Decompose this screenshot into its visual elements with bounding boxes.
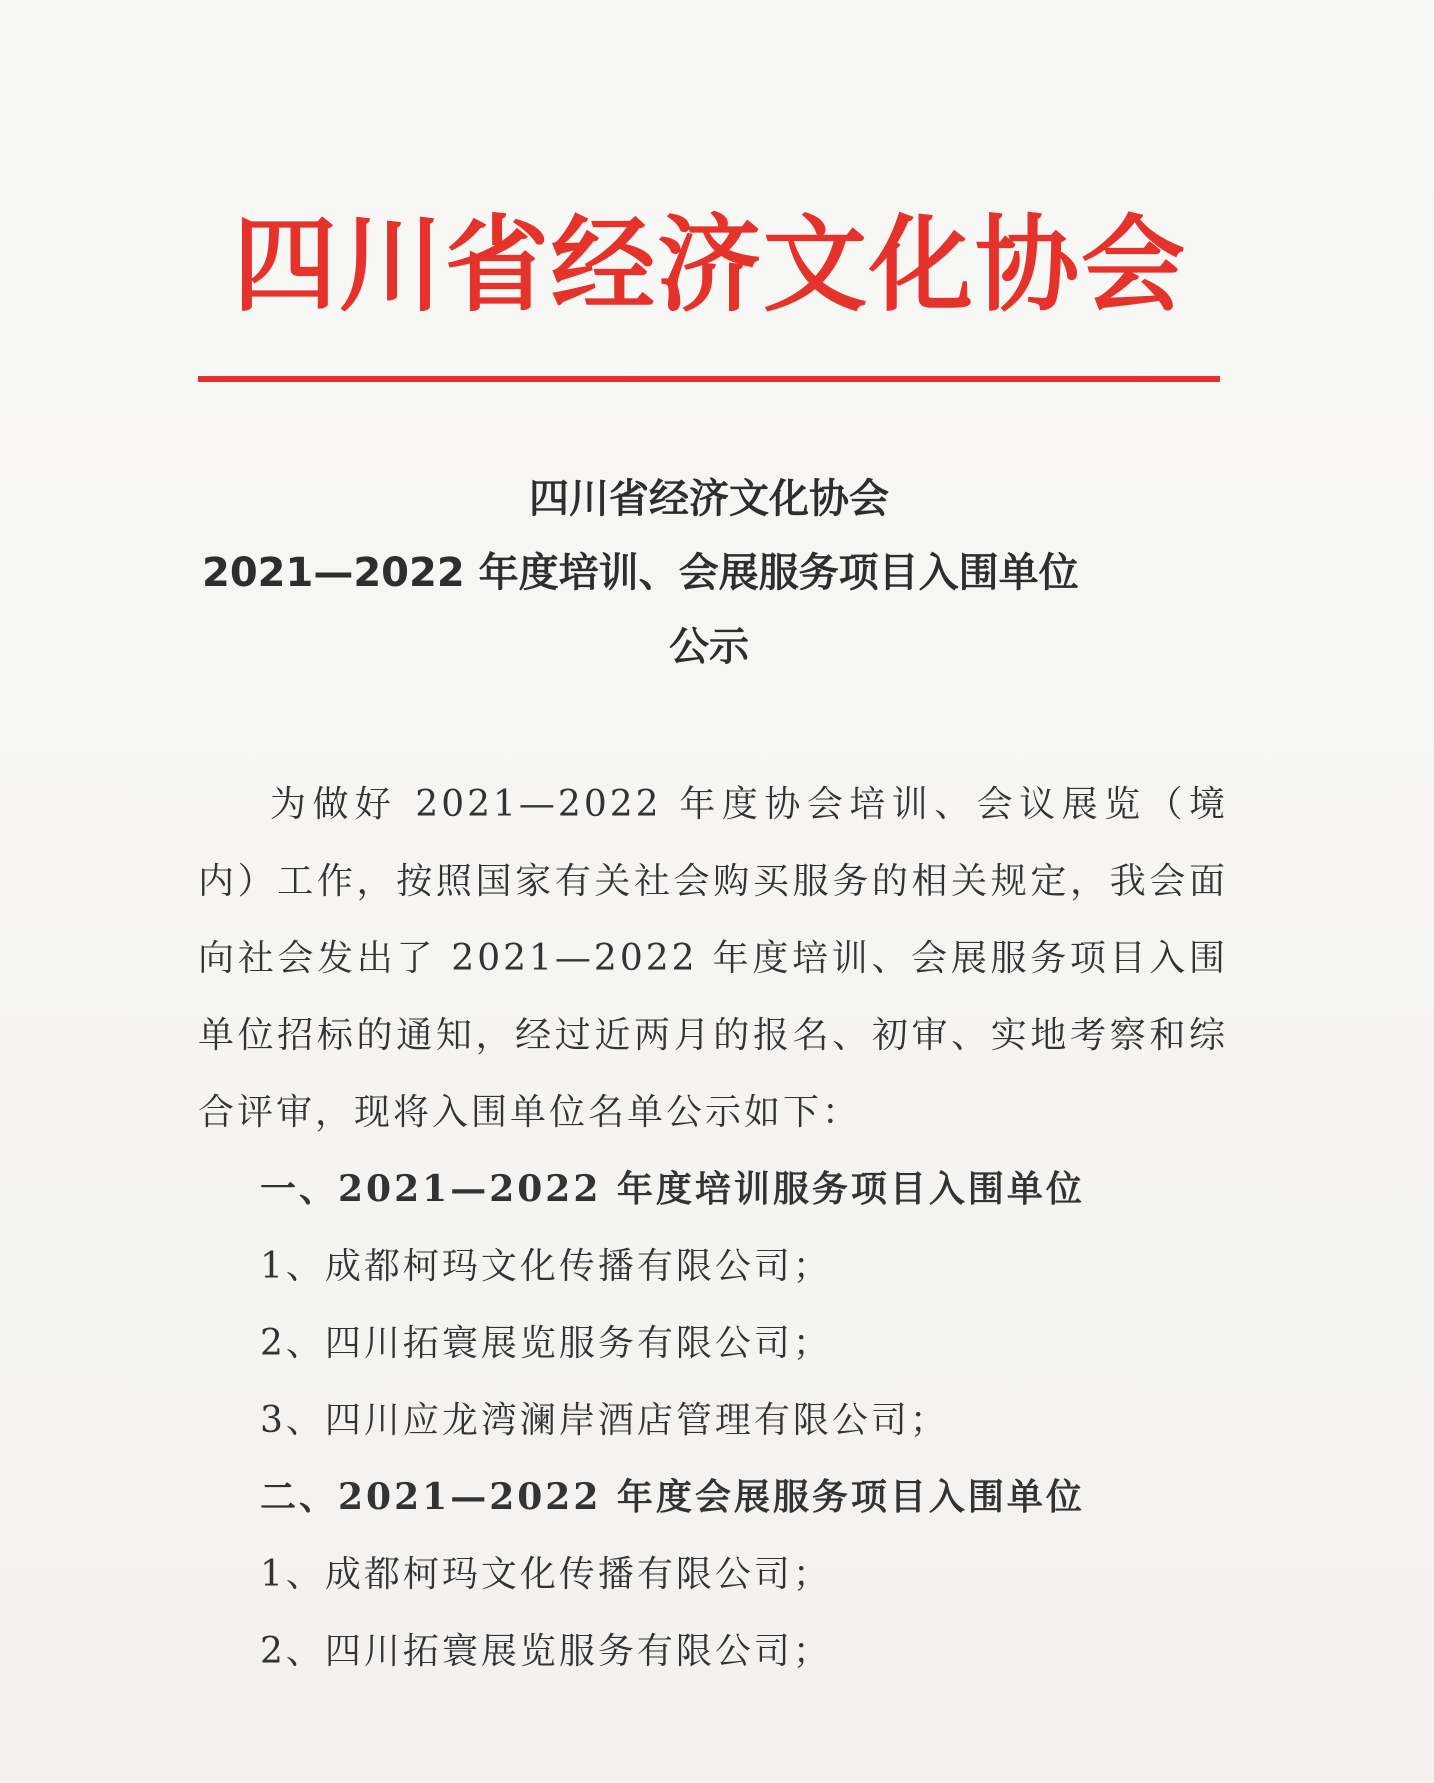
section-heading-exhibition: 二、2021—2022 年度会展服务项目入围单位 — [260, 1476, 1085, 1518]
letterhead-red-rule — [198, 376, 1220, 382]
section-heading-training: 一、2021—2022 年度培训服务项目入围单位 — [260, 1168, 1085, 1210]
list-item: 1、成都柯玛文化传播有限公司； — [260, 1554, 832, 1595]
notice-title-subject: 2021—2022 年度培训、会展服务项目入围单位 — [202, 550, 1079, 596]
list-item: 2、四川拓寰展览服务有限公司； — [260, 1631, 832, 1672]
letterhead-title: 四川省经济文化协会 — [232, 204, 1187, 326]
notice-title — [198, 462, 1220, 684]
notice-title-type: 公示 — [669, 624, 749, 670]
notice-title-org: 四川省经济文化协会 — [529, 476, 889, 522]
list-item: 1、成都柯玛文化传播有限公司； — [260, 1246, 832, 1287]
list-item: 2、四川拓寰展览服务有限公司； — [260, 1323, 832, 1364]
list-item: 3、四川应龙湾澜岸酒店管理有限公司； — [260, 1400, 949, 1441]
notice-body — [198, 766, 1228, 1690]
intro-paragraph: 为做好 2021—2022 年度协会培训、会议展览（境内）工作，按照国家有关社会购买服务的相关规定，我会面向社会发出了 2021—2022 年度培训、会展服务项目入围单位招标的通知，经过近两月的报名、初审、实地考察和综合评审，现将入围单位名单公示如下： — [198, 784, 1228, 1133]
